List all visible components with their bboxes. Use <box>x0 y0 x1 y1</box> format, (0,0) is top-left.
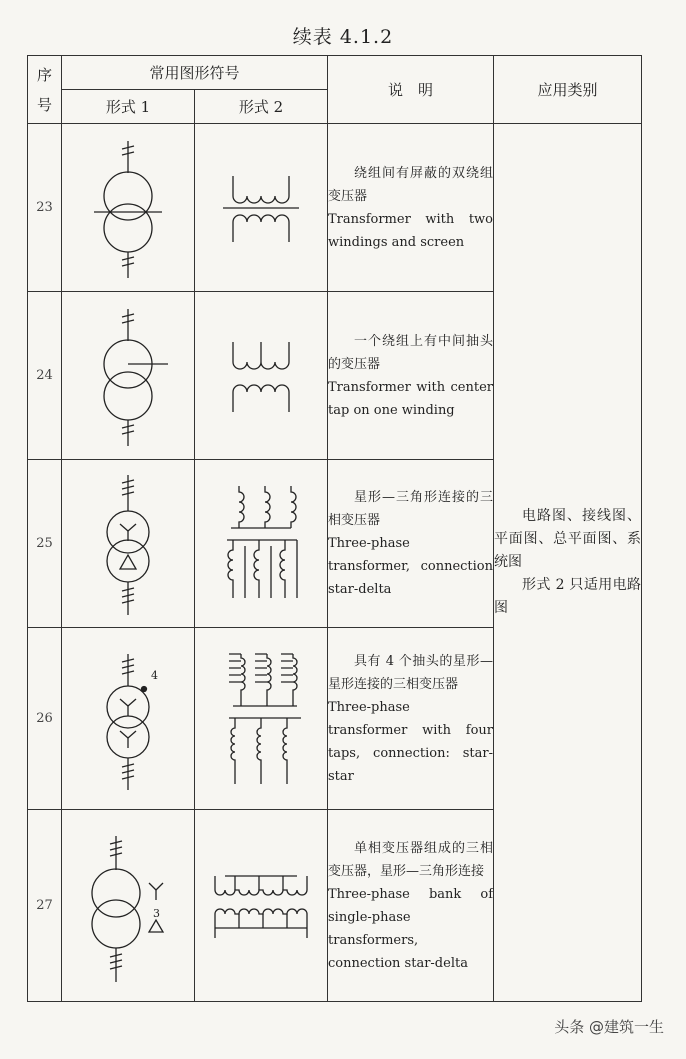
row-description <box>328 292 494 460</box>
form1-symbol <box>62 460 195 628</box>
row-number: 24 <box>28 292 62 460</box>
form1-symbol <box>62 810 195 1002</box>
row-number: 26 <box>28 628 62 810</box>
header-seq-line1: 序 <box>36 65 52 84</box>
description-cn: 单相变压器组成的三相变压器，星形—三角形连接 <box>328 840 494 879</box>
form2-symbol <box>195 124 328 292</box>
description-cn: 星形—三角形连接的三相变压器 <box>328 490 494 528</box>
description-cn: 绕组间有屏蔽的双绕组变压器 <box>328 165 494 204</box>
header-seq <box>28 56 62 124</box>
description-en: Three-phase bank of single-phase transformers, connection star-delta <box>328 886 494 971</box>
form2-symbol <box>195 628 328 810</box>
phase-count-label: 3 <box>153 906 160 920</box>
row-description <box>328 628 494 810</box>
form2-symbol <box>195 292 328 460</box>
application-note: 形式 2 只适用电路图 <box>494 577 642 616</box>
row-number: 25 <box>28 460 62 628</box>
transformer-star-delta-form1-icon <box>68 469 188 619</box>
row-number: 23 <box>28 124 62 292</box>
table-row <box>28 124 642 292</box>
table-title: 续表 4.1.2 <box>292 26 394 48</box>
transformer-star-delta-form2-icon <box>201 474 321 614</box>
header-form2: 形式 2 <box>195 90 328 124</box>
form2-symbol <box>195 810 328 1002</box>
row-description <box>328 810 494 1002</box>
transformer-screen-form1-icon <box>68 133 188 283</box>
description-en: Three-phase transformer, connection star-delta <box>328 536 494 597</box>
application-categories: 电路图、接线图、平面图、总平面图、系统图 <box>494 508 642 570</box>
row-number: 27 <box>28 810 62 1002</box>
application-cell <box>494 124 642 1002</box>
taps-count-label: 4 <box>151 668 158 682</box>
header-description: 说 明 <box>328 56 494 124</box>
transformer-center-tap-form1-icon <box>68 301 188 451</box>
header-symbol-group: 常用图形符号 <box>62 56 328 90</box>
transformer-screen-form2-icon <box>201 148 321 268</box>
description-cn: 一个绕组上有中间抽头的变压器 <box>328 333 494 372</box>
row-description <box>328 460 494 628</box>
header-seq-line2: 号 <box>36 95 52 114</box>
description-en: Three-phase transformer with four taps, connection: star-star <box>328 699 494 784</box>
transformer-center-tap-form2-icon <box>201 316 321 436</box>
watermark: 头条 @建筑一生 <box>554 1018 664 1036</box>
symbol-table <box>27 55 642 1002</box>
description-en: Transformer with center tap on one winding <box>328 379 494 418</box>
form2-symbol <box>195 460 328 628</box>
form1-symbol <box>62 292 195 460</box>
transformer-star-star-taps-form1-icon <box>68 644 188 794</box>
transformer-bank-star-delta-form1-icon <box>68 826 188 986</box>
description-cn: 具有 4 个抽头的星形—星形连接的三相变压器 <box>328 653 494 692</box>
form1-symbol <box>62 628 195 810</box>
header-application: 应用类别 <box>494 56 642 124</box>
form1-symbol <box>62 124 195 292</box>
transformer-bank-star-delta-form2-icon <box>201 846 321 966</box>
description-en: Transformer with two windings and screen <box>328 211 494 250</box>
row-description <box>328 124 494 292</box>
transformer-star-star-taps-form2-icon <box>201 644 321 794</box>
header-form1: 形式 1 <box>62 90 195 124</box>
